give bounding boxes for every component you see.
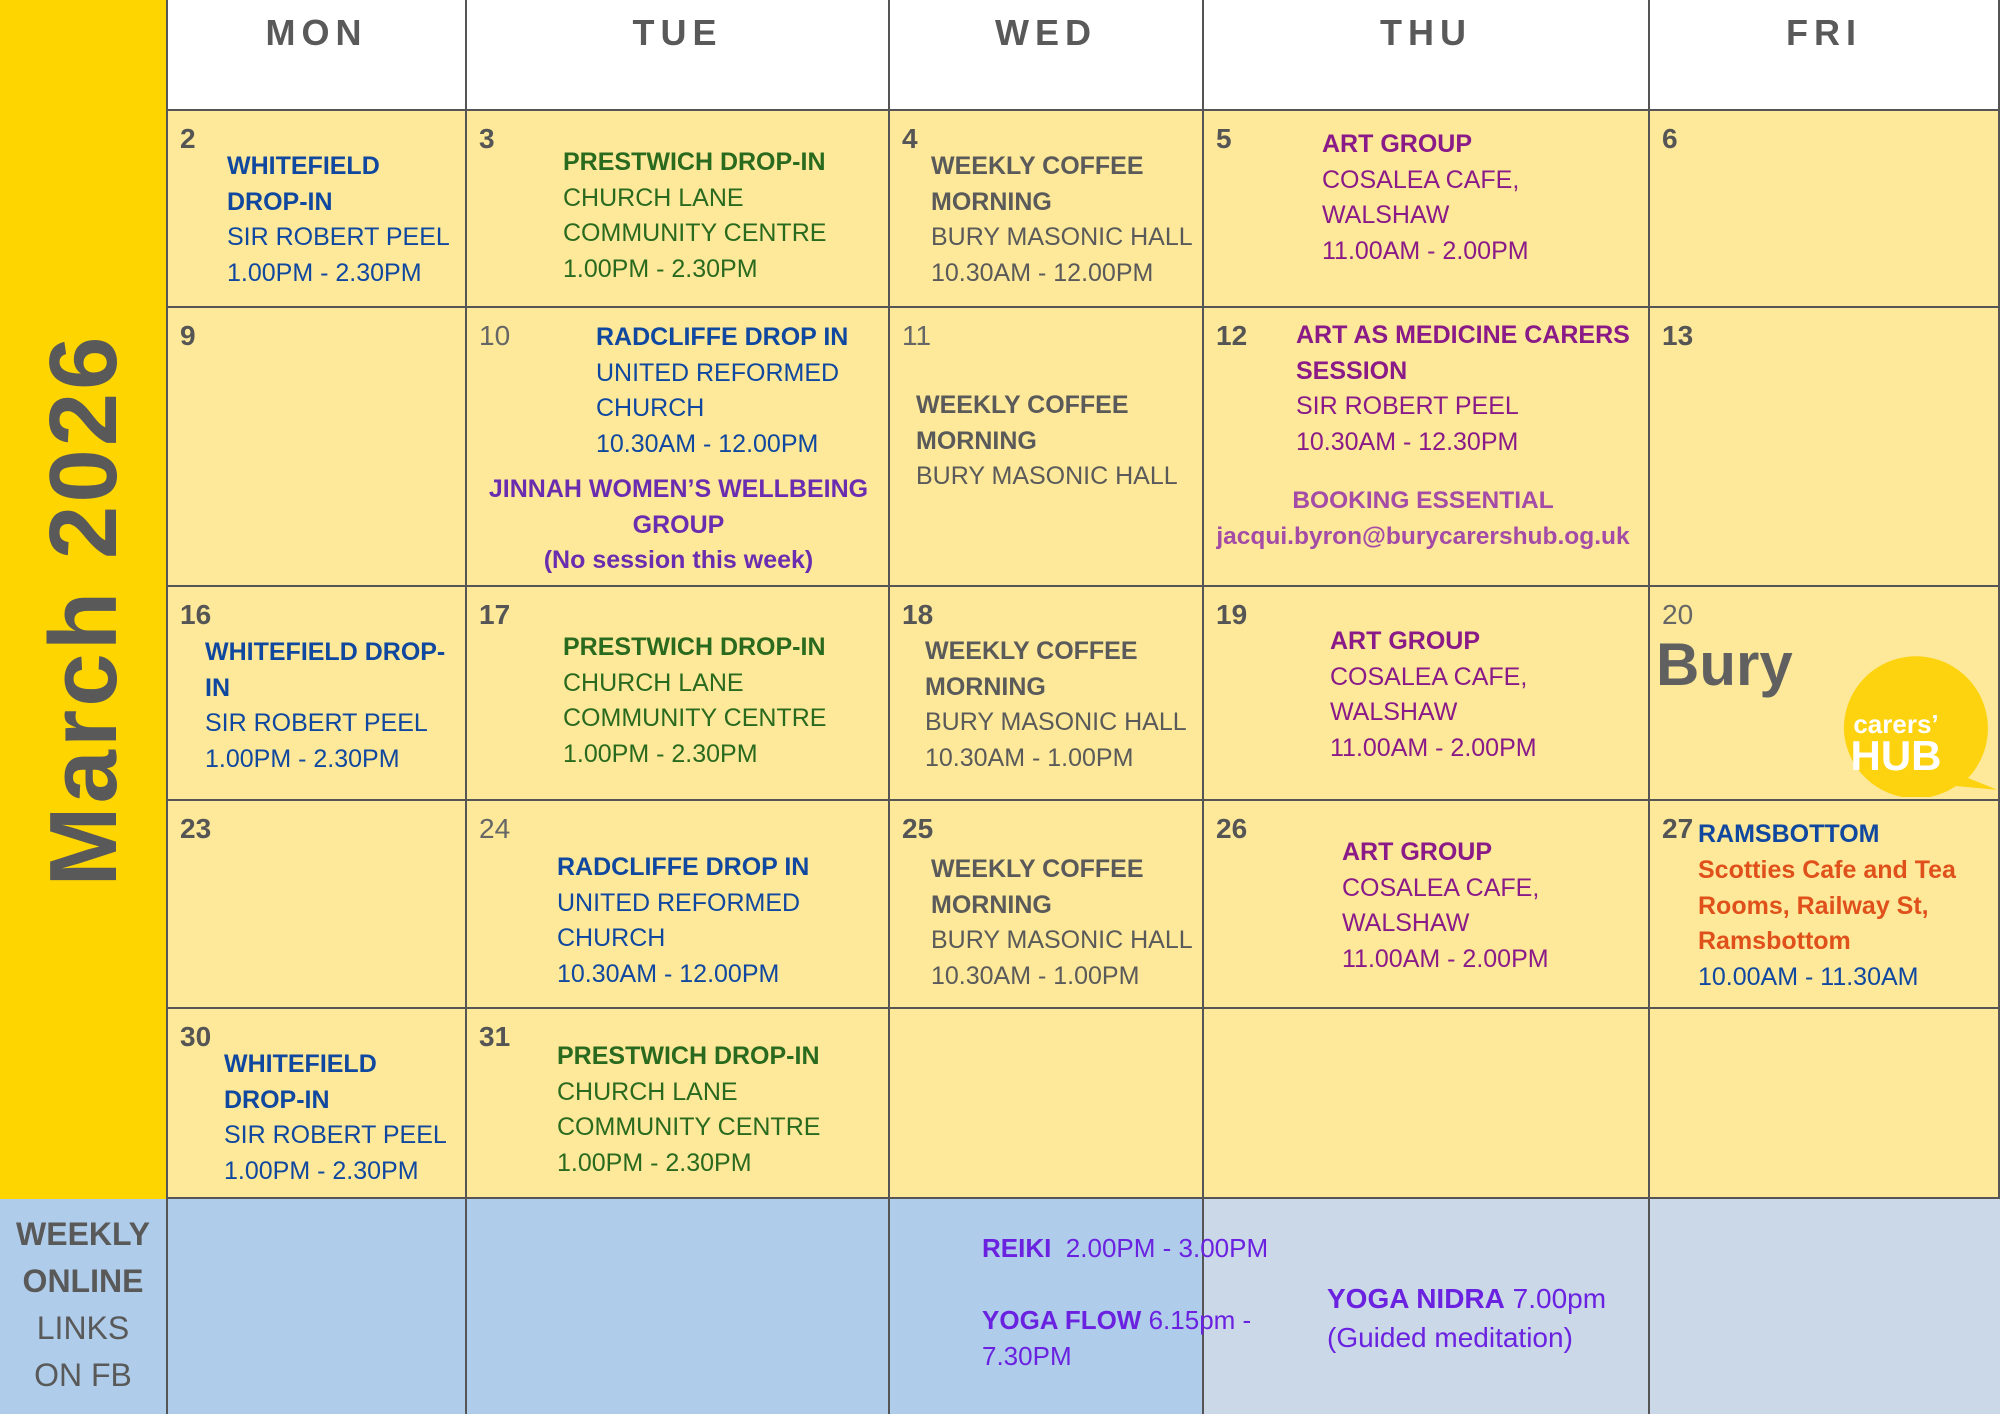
event bbox=[563, 630, 883, 772]
event-title: ART GROUP bbox=[1322, 130, 1472, 158]
event-line: WALSHAW bbox=[1342, 909, 1470, 937]
event bbox=[557, 850, 857, 992]
day-cell bbox=[168, 308, 467, 587]
event-title: ART AS MEDICINE CARERS SESSION bbox=[1296, 321, 1630, 385]
day-cell bbox=[168, 801, 467, 1009]
day-number: 26 bbox=[1216, 813, 1248, 844]
event-line: 1.00PM - 2.30PM bbox=[227, 258, 422, 287]
day-number: 5 bbox=[1216, 123, 1232, 154]
event bbox=[1296, 318, 1636, 460]
event bbox=[916, 388, 1186, 495]
day-number: 24 bbox=[479, 813, 511, 844]
event-title: WEEKLY COFFEE MORNING bbox=[931, 855, 1144, 919]
event-line: BURY MASONIC HALL bbox=[925, 708, 1187, 736]
event-line: CHURCH LANE bbox=[557, 1077, 738, 1106]
session-name: YOGA NIDRA bbox=[1327, 1283, 1505, 1314]
online-label-line: ON FB bbox=[34, 1357, 132, 1393]
event-line: COMMUNITY CENTRE bbox=[557, 1113, 821, 1141]
day-number: 18 bbox=[902, 599, 934, 630]
session-time: 6.15pm - 7.30PM bbox=[982, 1305, 1252, 1371]
event-line: SIR ROBERT PEEL bbox=[1296, 392, 1519, 420]
event bbox=[1342, 835, 1642, 977]
session-time: 7.00pm (Guided meditation) bbox=[1327, 1283, 1607, 1353]
session-time: 2.00PM - 3.00PM bbox=[1065, 1233, 1269, 1263]
online-cell bbox=[467, 1199, 890, 1414]
event bbox=[1330, 624, 1630, 766]
event-line: CHURCH bbox=[557, 924, 666, 952]
day-cell bbox=[1650, 801, 2000, 1009]
event-title: JINNAH WOMEN’S WELLBEING GROUP bbox=[488, 475, 869, 539]
event bbox=[596, 320, 876, 462]
day-cell bbox=[168, 1009, 467, 1199]
event bbox=[227, 149, 457, 291]
event bbox=[931, 852, 1201, 994]
day-number: 4 bbox=[902, 123, 918, 154]
day-number: 17 bbox=[479, 599, 511, 630]
logo-line1: carers’ bbox=[1853, 709, 1939, 739]
logo-word: Bury bbox=[1656, 631, 1793, 698]
month-sidebar bbox=[0, 0, 168, 1199]
weekday-header-wed: WED bbox=[890, 0, 1204, 111]
day-number: 30 bbox=[180, 1021, 212, 1052]
day-cell bbox=[1650, 111, 2000, 308]
day-cell bbox=[890, 801, 1204, 1009]
day-number: 20 bbox=[1662, 599, 1694, 630]
event bbox=[931, 149, 1201, 291]
event-line: BURY MASONIC HALL bbox=[931, 223, 1193, 251]
day-cell bbox=[890, 1009, 1204, 1199]
event-line: SIR ROBERT PEEL bbox=[227, 223, 450, 251]
event-title: RADCLIFFE DROP IN bbox=[596, 323, 849, 351]
event-title: ART GROUP bbox=[1330, 627, 1480, 655]
weekday-header-thu: THU bbox=[1204, 0, 1650, 111]
event-line: SIR ROBERT PEEL bbox=[205, 709, 428, 737]
day-cell bbox=[890, 587, 1204, 801]
day-number: 31 bbox=[479, 1021, 511, 1052]
weekday-header-mon: MON bbox=[168, 0, 467, 111]
day-number: 9 bbox=[180, 320, 196, 351]
day-cell bbox=[1204, 308, 1650, 587]
day-number: 19 bbox=[1216, 599, 1248, 630]
event-line: BURY MASONIC HALL bbox=[916, 462, 1178, 490]
event-title: PRESTWICH DROP-IN bbox=[563, 148, 826, 176]
event-line: CHURCH LANE bbox=[563, 183, 744, 212]
day-number: 27 bbox=[1662, 813, 1694, 844]
event-title: RAMSBOTTOM bbox=[1698, 820, 1880, 848]
event-line: COMMUNITY CENTRE bbox=[563, 704, 827, 732]
day-number: 25 bbox=[902, 813, 934, 844]
event-line: SIR ROBERT PEEL bbox=[224, 1121, 447, 1149]
day-number: 2 bbox=[180, 123, 196, 154]
day-cell bbox=[890, 308, 1204, 587]
day-cell bbox=[1650, 308, 2000, 587]
event bbox=[1322, 127, 1622, 269]
event bbox=[1698, 853, 1958, 960]
day-cell bbox=[467, 308, 890, 587]
event bbox=[1698, 960, 1988, 996]
online-label-line: ONLINE bbox=[22, 1263, 144, 1299]
event-line: WALSHAW bbox=[1322, 201, 1450, 229]
day-cell bbox=[1204, 587, 1650, 801]
month-title: March 2026 bbox=[30, 333, 137, 887]
online-label-line: LINKS bbox=[36, 1310, 130, 1346]
online-session-yoga-flow bbox=[982, 1302, 1252, 1374]
event-line: BURY MASONIC HALL bbox=[931, 926, 1193, 954]
event-title: RADCLIFFE DROP IN bbox=[557, 853, 810, 881]
event bbox=[925, 634, 1200, 776]
event-line: UNITED REFORMED bbox=[596, 358, 840, 387]
weekday-header-tue: TUE bbox=[467, 0, 890, 111]
event-line: CHURCH LANE bbox=[563, 668, 744, 697]
event-line: 10.00AM - 11.30AM bbox=[1698, 963, 1919, 991]
day-number: 10 bbox=[479, 320, 511, 351]
event-line: 11.00AM - 2.00PM bbox=[1330, 733, 1537, 762]
event-title: PRESTWICH DROP-IN bbox=[563, 633, 826, 661]
event-title: WHITEFIELD DROP-IN bbox=[224, 1050, 377, 1114]
online-label-line: WEEKLY bbox=[16, 1216, 150, 1252]
online-cell bbox=[1650, 1199, 2000, 1414]
event-line: COMMUNITY CENTRE bbox=[563, 219, 827, 247]
event-line: 11.00AM - 2.00PM bbox=[1342, 944, 1549, 973]
event-line: COSALEA CAFE, bbox=[1322, 165, 1520, 194]
event-title: WHITEFIELD DROP-IN bbox=[227, 152, 380, 216]
session-name: YOGA FLOW bbox=[982, 1305, 1142, 1335]
weekly-online-label bbox=[0, 1199, 168, 1414]
event-line: 10.30AM - 12.00PM bbox=[931, 258, 1154, 287]
event-title: ART GROUP bbox=[1342, 838, 1492, 866]
event bbox=[205, 635, 455, 777]
event-title: PRESTWICH DROP-IN bbox=[557, 1042, 820, 1070]
booking-email[interactable]: jacqui.byron@burycarershub.og.uk bbox=[1216, 522, 1630, 550]
event-line: CHURCH bbox=[596, 394, 705, 422]
day-cell bbox=[467, 801, 890, 1009]
event bbox=[1198, 483, 1648, 554]
event bbox=[224, 1047, 454, 1189]
day-number: 6 bbox=[1662, 123, 1678, 154]
event bbox=[557, 1039, 877, 1181]
event-title: WEEKLY COFFEE MORNING bbox=[916, 391, 1129, 455]
day-cell bbox=[168, 587, 467, 801]
event bbox=[487, 472, 870, 579]
event-line: 1.00PM - 2.30PM bbox=[557, 1148, 752, 1177]
day-number: 13 bbox=[1662, 320, 1694, 351]
event-title: WEEKLY COFFEE MORNING bbox=[925, 637, 1138, 701]
event-title: BOOKING ESSENTIAL bbox=[1292, 487, 1554, 514]
event-line: 10.30AM - 1.00PM bbox=[925, 743, 1134, 772]
event-line: 10.30AM - 12.00PM bbox=[596, 429, 819, 458]
event-title: WHITEFIELD DROP-IN bbox=[205, 638, 446, 702]
day-cell bbox=[1204, 801, 1650, 1009]
event-line: 10.30AM - 1.00PM bbox=[931, 961, 1140, 990]
event-line: 10.30AM - 12.00PM bbox=[557, 959, 780, 988]
day-cell bbox=[467, 111, 890, 308]
event-line: UNITED REFORMED bbox=[557, 888, 801, 917]
day-cell bbox=[1204, 1009, 1650, 1199]
online-session-yoga-nidra bbox=[1327, 1279, 1627, 1357]
event bbox=[563, 145, 883, 287]
event-line: 11.00AM - 2.00PM bbox=[1322, 236, 1529, 265]
event bbox=[1698, 817, 1988, 853]
day-cell bbox=[467, 1009, 890, 1199]
bury-carers-hub-logo bbox=[1656, 627, 1996, 797]
weekday-header-fri: FRI bbox=[1650, 0, 2000, 111]
event-line: (No session this week) bbox=[543, 546, 814, 574]
day-cell bbox=[1204, 111, 1650, 308]
event-line: 1.00PM - 2.30PM bbox=[224, 1156, 419, 1185]
day-cell bbox=[890, 111, 1204, 308]
day-cell bbox=[1650, 587, 2000, 801]
event-line: 1.00PM - 2.30PM bbox=[563, 254, 758, 283]
event-title: Scotties Cafe and Tea Rooms, Railway St, Ramsbottom bbox=[1698, 856, 1956, 955]
online-cell bbox=[168, 1199, 467, 1414]
day-number: 16 bbox=[180, 599, 212, 630]
day-cell bbox=[467, 587, 890, 801]
day-cell bbox=[1650, 1009, 2000, 1199]
day-number: 23 bbox=[180, 813, 212, 844]
session-name: REIKI bbox=[982, 1233, 1052, 1263]
event-line: COSALEA CAFE, bbox=[1342, 873, 1540, 902]
day-number: 11 bbox=[902, 320, 932, 351]
event-line: 1.00PM - 2.30PM bbox=[563, 739, 758, 768]
event-line: 1.00PM - 2.30PM bbox=[205, 744, 400, 773]
logo-line2: HUB bbox=[1850, 732, 1942, 779]
online-session-reiki bbox=[982, 1230, 1268, 1266]
event-line: 10.30AM - 12.30PM bbox=[1296, 427, 1519, 456]
day-number: 12 bbox=[1216, 320, 1248, 351]
event-line: WALSHAW bbox=[1330, 698, 1458, 726]
day-number: 3 bbox=[479, 123, 495, 154]
day-cell bbox=[168, 111, 467, 308]
event-title: WEEKLY COFFEE MORNING bbox=[931, 152, 1144, 216]
event-line: COSALEA CAFE, bbox=[1330, 662, 1528, 691]
